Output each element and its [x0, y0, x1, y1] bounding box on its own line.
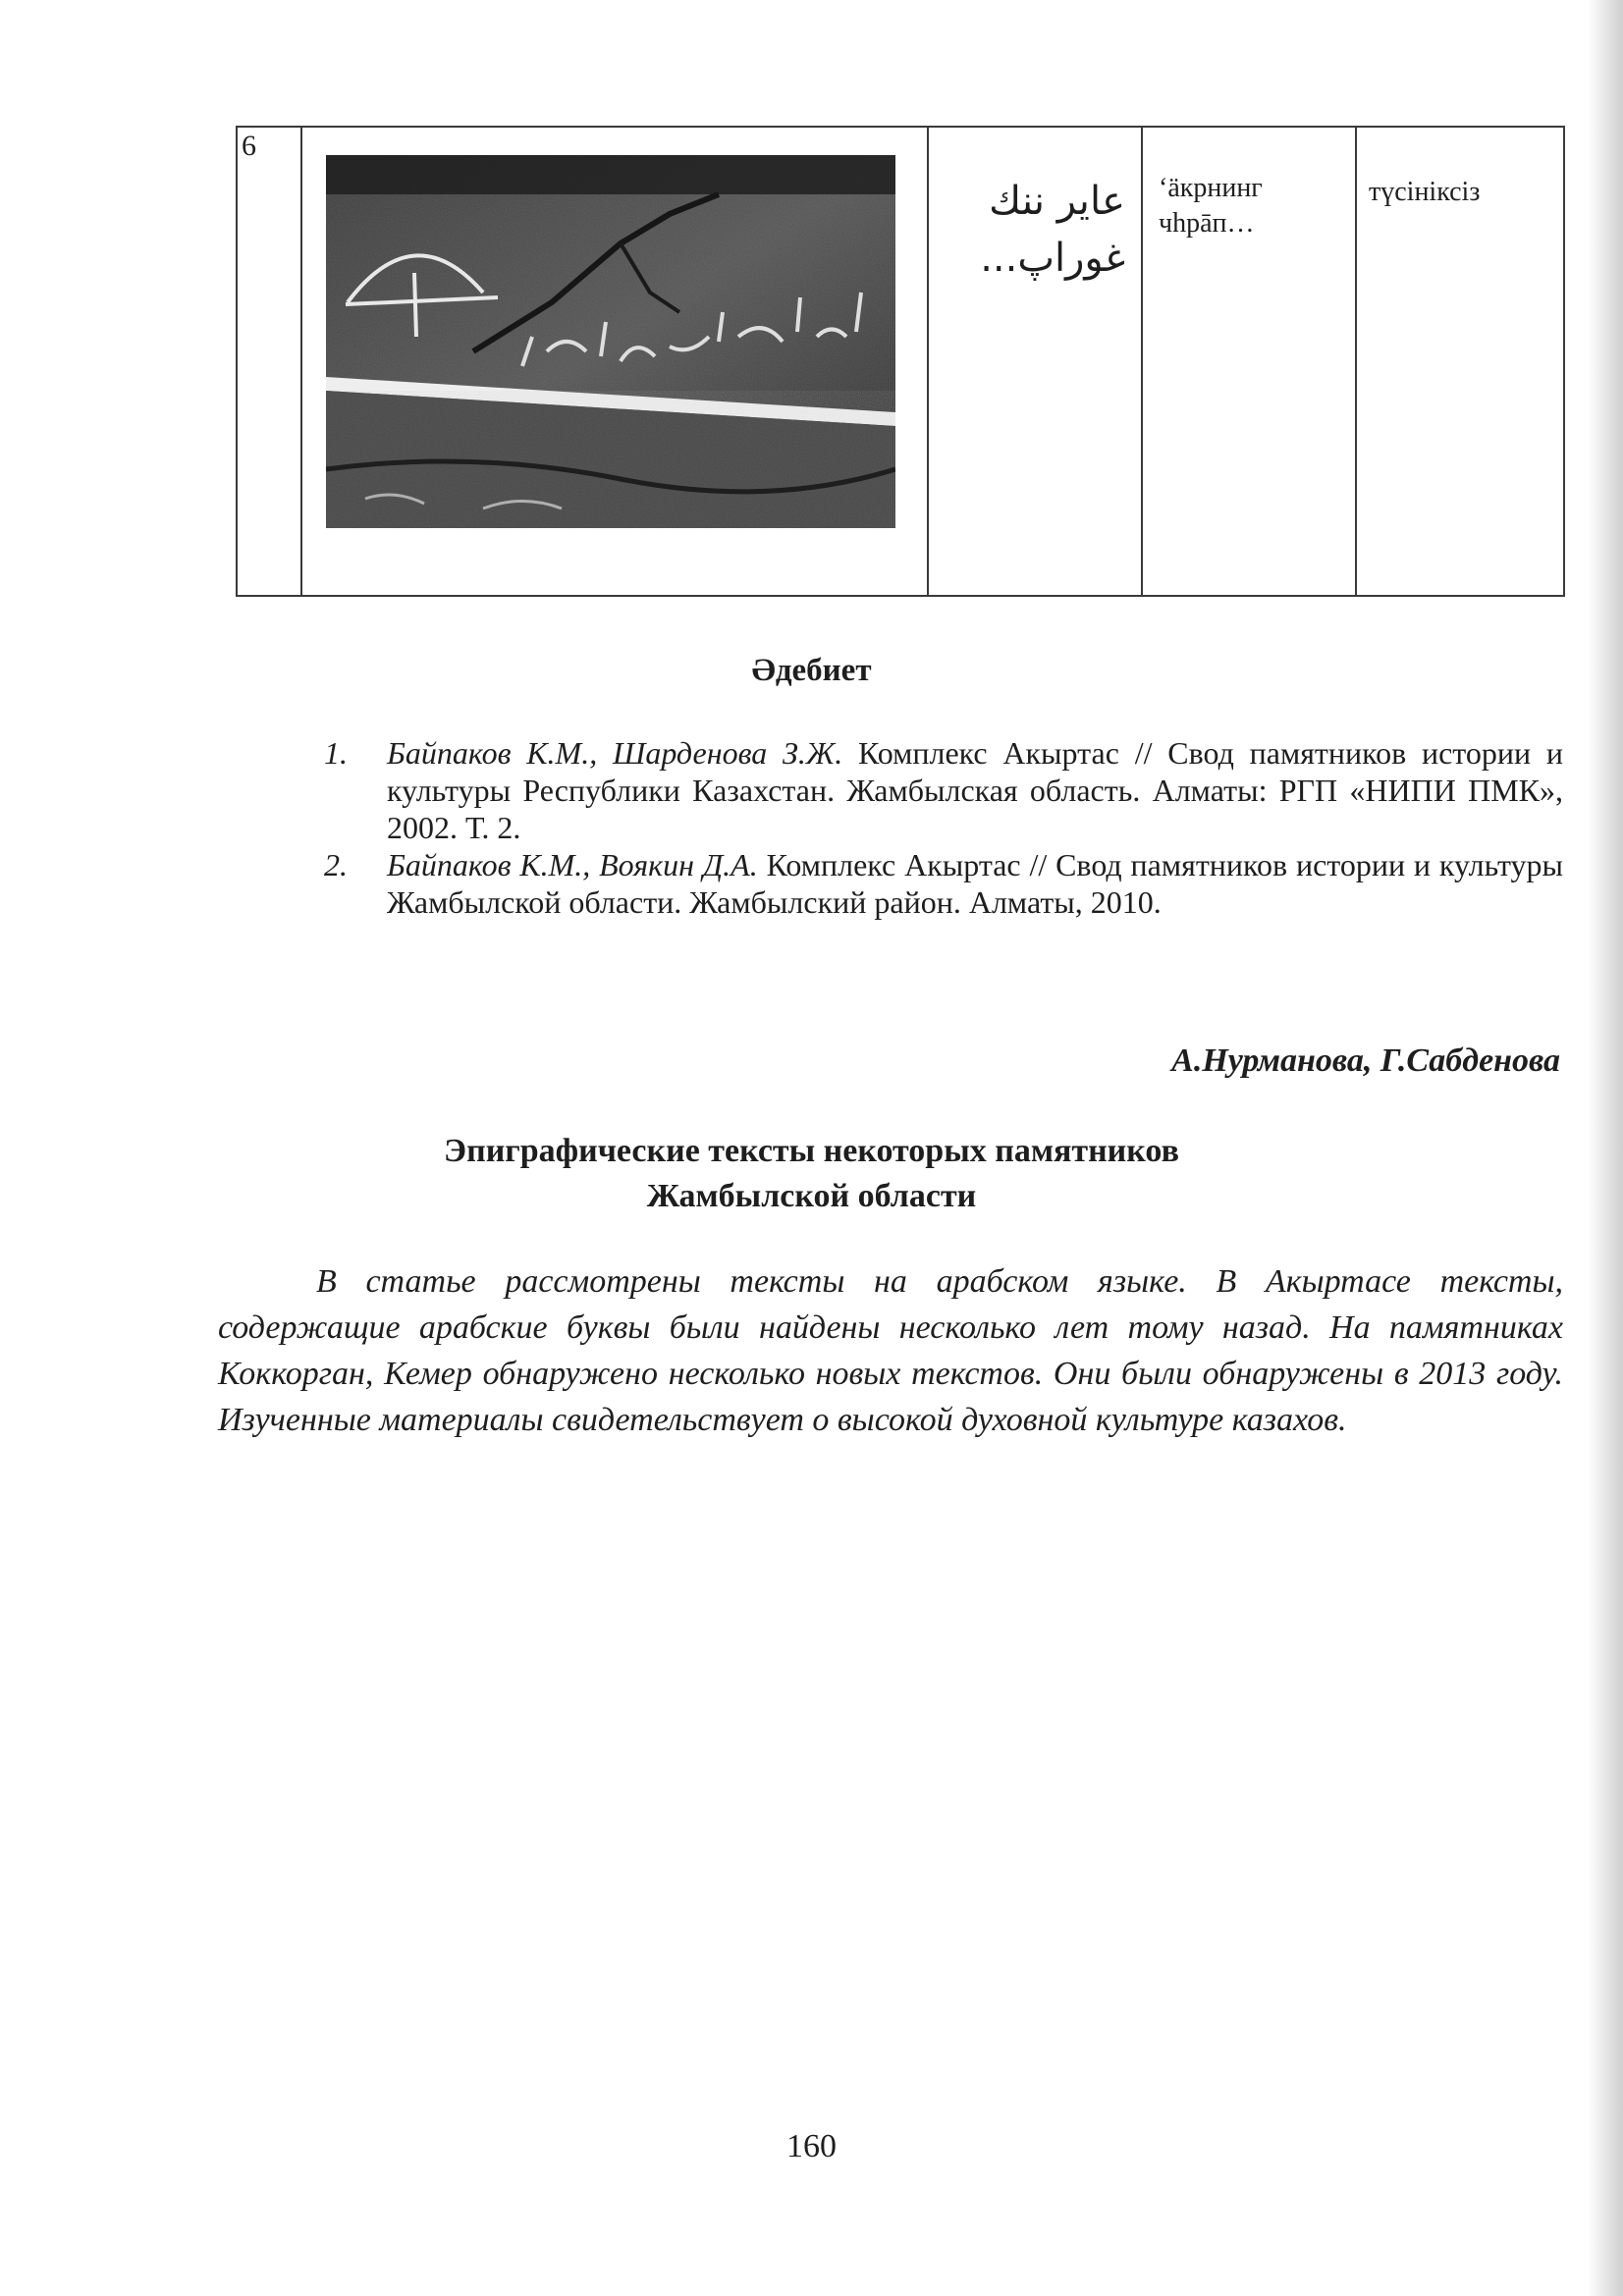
- arabic-line-1: عاير ننك: [989, 179, 1125, 224]
- article-title: [0, 1129, 1623, 1219]
- row-number: 6: [237, 127, 301, 596]
- inscription-photo-cell: [301, 127, 928, 596]
- list-item: [324, 734, 1563, 846]
- inscription-table: [236, 126, 1565, 597]
- bibliography-heading: Әдебиет: [751, 653, 872, 688]
- bib-text: Комплекс Акыртас // Свод памятников истории и культуры Жамбылской области. Жамбылский район. Алматы, 2010.: [387, 847, 1564, 920]
- bib-number: 1.: [324, 735, 348, 771]
- bib-authors: Байпаков К.М., Воякин Д.А.: [387, 847, 758, 882]
- page-number: 160: [786, 2128, 837, 2164]
- article-title-line-2: Жамбылской области: [646, 1178, 977, 1214]
- transliteration-line-2: чhрāп…: [1159, 208, 1255, 239]
- article-abstract: В статье рассмотрены тексты на арабском языке. В Акыртасе тексты, содержащие арабские буквы были найдены несколько лет тому назад. На памятниках Коккорган, Кемер обнаружено несколько новых текстов. Они были обнаружены в 2013 году. Изученные материалы свидетельствует о высокой духовной культуре казахов.: [218, 1263, 1563, 1438]
- arabic-line-2: غوراپ...: [980, 236, 1125, 281]
- bibliography-list: [324, 734, 1563, 921]
- meaning-cell: түсініксіз: [1356, 127, 1564, 596]
- inscription-photo: [326, 155, 895, 528]
- article-title-line-1: Эпиграфические тексты некоторых памятников: [444, 1133, 1179, 1169]
- article-authors: А.Нурманова, Г.Сабденова: [1171, 1042, 1560, 1079]
- bib-authors: Байпаков К.М., Шарденова З.Ж.: [387, 735, 843, 771]
- list-item: [324, 846, 1563, 921]
- transliteration-line-1: ʻӓкрнинг: [1159, 173, 1263, 203]
- arabic-text-cell: [928, 127, 1142, 596]
- table-row: [237, 127, 1564, 596]
- transliteration-cell: [1142, 127, 1356, 596]
- bib-number: 2.: [324, 847, 348, 882]
- bib-text: Комплекс Акыртас // Свод памятников истории и культуры Республики Казахстан. Жамбылская область. Алматы: РГП «НИПИ ПМК», 2002. Т. 2.: [387, 735, 1564, 845]
